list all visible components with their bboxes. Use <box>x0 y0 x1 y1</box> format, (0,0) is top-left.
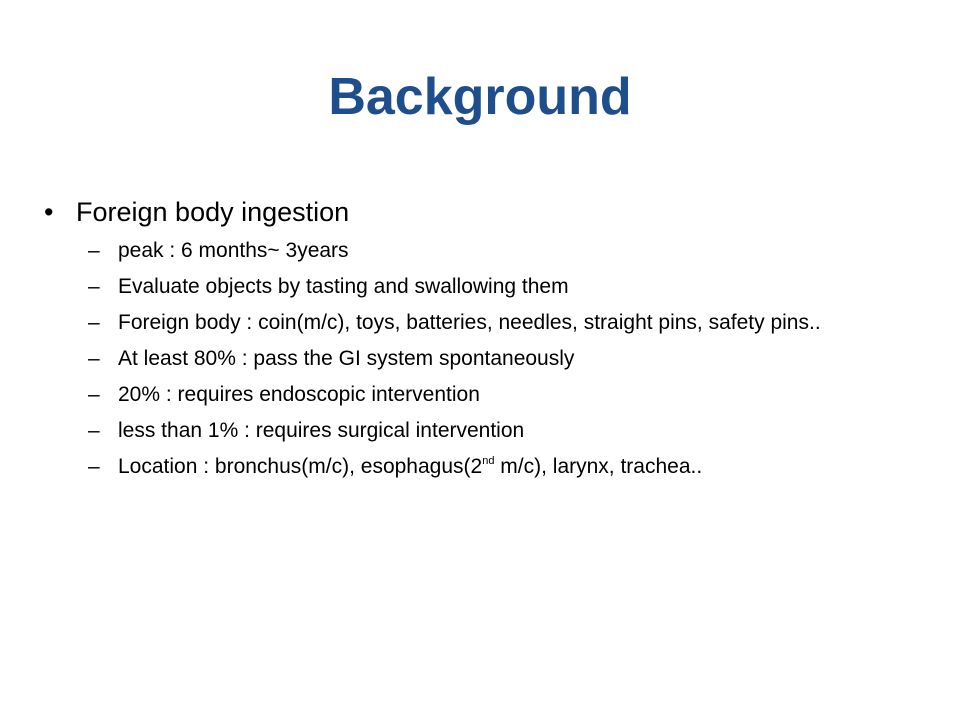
sub-bullet-pass-spontaneously <box>88 346 924 372</box>
sub-bullet-text: At least 80% : pass the GI system spontaneously <box>118 347 575 370</box>
sub-bullet-foreign-body-types <box>88 310 924 336</box>
bullet-dot-icon: • <box>44 197 54 227</box>
dash-icon: – <box>88 455 100 478</box>
location-text-before: Location : bronchus(m/c), esophagus(2 <box>118 455 483 478</box>
dash-icon: – <box>88 383 100 406</box>
dash-icon: – <box>88 275 100 298</box>
location-text-after: m/c), larynx, trachea.. <box>494 455 703 478</box>
sub-bullet-endoscopic <box>88 382 924 408</box>
dash-icon: – <box>88 239 100 262</box>
dash-icon: – <box>88 311 100 334</box>
sub-bullet-text: Evaluate objects by tasting and swallowing them <box>118 275 569 298</box>
sub-bullet-text: peak : 6 months~ 3years <box>118 239 349 262</box>
slide-title: Background <box>328 68 632 126</box>
sub-bullet-evaluate <box>88 274 924 300</box>
sub-bullet-surgical <box>88 418 924 444</box>
dash-icon: – <box>88 419 100 442</box>
sub-bullet-location <box>88 454 924 480</box>
ordinal-superscript: nd <box>482 455 495 467</box>
sub-bullet-peak <box>88 238 924 264</box>
sub-bullet-text: less than 1% : requires surgical intervention <box>118 419 525 442</box>
slide-content <box>44 194 924 490</box>
sub-bullet-text <box>118 455 702 478</box>
bullet-text: Foreign body ingestion <box>76 197 350 227</box>
dash-icon: – <box>88 347 100 370</box>
sub-bullet-text: 20% : requires endoscopic intervention <box>118 383 480 406</box>
sub-bullet-list <box>88 238 924 480</box>
bullet-foreign-body-ingestion <box>44 194 924 230</box>
sub-bullet-text: Foreign body : coin(m/c), toys, batteries, needles, straight pins, safety pins.. <box>118 311 821 334</box>
